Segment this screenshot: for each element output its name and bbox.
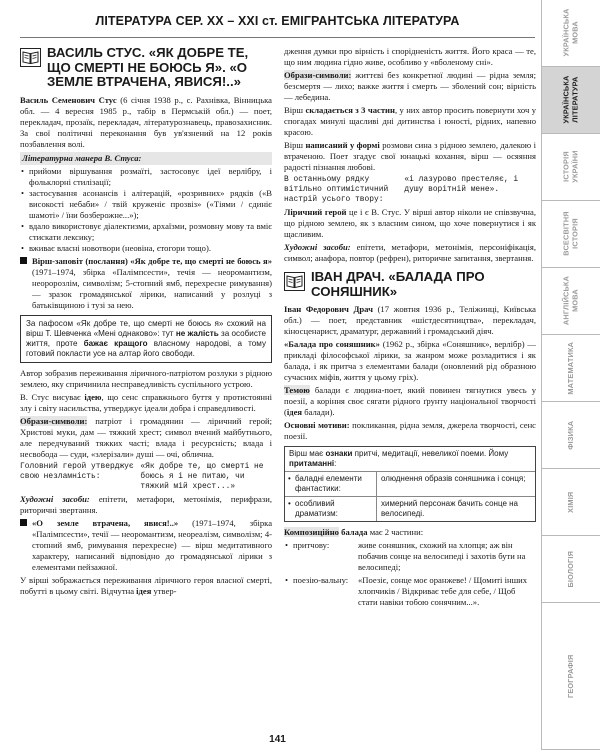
comparison-box: За пафосом «Як добре те, що смерті не боюсь я» схожий на вірш Т. Шевченка «Мені однаково»: тут не жалість за особисте життя, проте бажає кращого власному народові, а тому готовий покласти усе на алтар його свободи. [20,315,272,364]
sidebar-tab-ukr-language[interactable]: УКРАЇНСЬКА МОВА [542,0,600,67]
square-bullet-icon [20,257,27,264]
bio-paragraph: Іван Федорович Драч (17 жовтня 1936 р., Теліжинці, Київська обл.) — поет, представник «шістдесятництва», перекладач, кіносценарист, драматург, державний і громадський діяч. [284,304,536,336]
features-row: • баладні елементи фантастики: олюднення образів соняшника і сонця; [285,471,535,496]
manner-list [20,166,272,254]
ballad-paragraph: «Балада про соняшник» (1962 р., збірка «Соняшник», верлібр) — прикладі філософської лірики, за жанром може розладитися і як балада, і як притча з елементами балади (оновлений рід образною сучасних міфів, життя у цьому гріх). [284,339,537,382]
sidebar-tab-ukr-literature[interactable]: УКРАЇНСЬКА ЛІТЕРАТУРА [542,67,600,134]
right-column [284,46,536,608]
poem1-entry: Вірш-заповіт (послання) «Як добре те, що смерті не боюсь я» (1971–1974, збірка «Палімпсести», течія — неоромантизм, неоророзлім, символізм; 5-стопний ямб, перехресне римування) — зразок громадянської лірики, написаний у розлуці з батьківщиною і тузі за нею. [20,256,272,311]
header-rule [20,37,535,38]
theme-paragraph: Темою балади є людина-поет, який повинен тягнутися увесь у поезії, а коріння своє сягати рідного ґрунту національної творчості (ідея балади). [284,385,536,417]
square-bullet-icon [20,519,27,526]
list-item: • застосування асонансів і алітерацій, «розривних» рядків («В високості небаби» / твій круженіє прозвіз» («Тіями / сдиніє шамоті» / їни бозберожне...»); [20,188,272,221]
open-book-icon [20,48,41,67]
features-heading: Вірш має ознаки притчі, медитації, невеликої поеми. Йому притаманні: [289,449,509,468]
section-title-drach [284,270,536,299]
sidebar-tab-world-history[interactable]: ВСЕСВІТНЯ ІСТОРІЯ [542,201,600,268]
symbols-paragraph: Образи-символи: патріот і громадянин — ліричний герой; Христові муки, дам — тяжкий хрест; символ вчений майбутнього, але передчуваний тяжких часті; влада і ресурсність; влада і несвобода — суди, «злерізали» душі — очі, облична. [20,416,272,460]
poem2-entry: «О земле втрачена, явися!..» (1971–1974, збірка «Палімпсести», течії — неоромантизм, неореалізм, символізм; 4-стопний ямб, римування перехресне) — вірш медитативного характеру, написаний відповідно до громадянської лірики з елементами пейзажної. [20,518,272,573]
art-paragraph: Художні засоби: епітети, метафори, метонімія, перифрази, риторичні звертання. [20,494,272,516]
art-paragraph: Художні засоби: епітети, метафори, метонімія, персоніфікація, символ; анафора, повтор (рефрен), риторичне запитання, звертання. [284,242,536,263]
section-title-stus [20,46,272,90]
lyric-hero-paragraph: Ліричний герой це і є В. Стус. У вірші автор ніколи не співзвучна, що рідною землею, як з власним сином, що хоче повернутися і як щасливим. [284,207,536,239]
sidebar-tab-biology[interactable]: БІОЛОГІЯ [542,536,600,603]
bio-paragraph: Василь Семенович Стус (6 січня 1938 р., с. Рахнівка, Вінницька обл. — 4 вересня 1985 р., табір в Пермській обл.) — поет, перекладач, прозаїк, перекладач, літературознавець, правозахисник. За свої політичні переконання був ув'язнений на 12 років позбавлення волі. [20,94,272,149]
sidebar-tab-mathematics[interactable]: МАТЕМАТИКА [542,335,600,402]
sidebar-tab-history-ukraine[interactable]: ІСТОРІЯ УКРАЇНИ [542,134,600,201]
parts-paragraph: Вірш складається з 3 частин, у них автор просить повернути хоч у спогадах минулі щасливі дні дитинства і юності, рідних, напевно красою. [284,105,537,137]
section-heading: ВАСИЛЬ СТУС. «ЯК ДОБРЕ ТЕ, ЩО СМЕРТІ НЕ БОЮСЬ Я». «О ЗЕМЛЕ ВТРАЧЕНА, ЯВИСЯ!..» [47,45,249,89]
symbols-paragraph: Образи-символи: життєві без конкретної людині — рідна земля; безсмертя — лихо; важке життя і смерть — зболений сон; вірність — лебедина. [284,70,536,102]
motives-paragraph: Основні мотиви: покликання, рідна земля, джерела творчості, сенс поезії. [284,420,536,441]
idea-paragraph: В. Стус висуває ідею, що сенс справжнього буття у протистоянні злу і світу насильства, утверджує ідеали добра і справедливості. [20,392,272,414]
paragraph: Автор зобразив переживання ліричного-патріотом розлуки з рідною землею, яку спричинила несправедливість суспільного устрою. [20,368,272,390]
features-box [284,446,536,522]
left-column [20,46,272,599]
subject-sidebar [542,0,600,750]
final-quote: В останньому рядку вітільно оптимістичний настрій усього твору: «і лазурово престеляє, і душу ворітній мене». [284,175,519,204]
sidebar-tab-english[interactable]: АНГЛІЙСЬКА МОВА [542,268,600,335]
list-item: • вживає власні новотвори (неовіна, єтогори тощо). [20,243,272,254]
hero-quote: Головний герой утверджує свою незламність: «Як добре те, що смерті не боюсь я і не питаю, чи тяжкий мій хрест...» [20,462,264,492]
paragraph: дження думки про вірність і спорідненість життя. Його краса — те, що ним людина гідно живе, особливо у «вболеному сні». [284,46,536,67]
list-item: • прийоми віршування розмаїті, застосовує ідеї верлібру, і фольклорні стилізації; [20,166,272,188]
form-paragraph: Вірш написаний у формі розмови сина з рідною землею, далекою і втраченою. Поет згадує свої юнацькі кохання, вірш — осяяння радості пізнання любові. [284,140,536,172]
page-number: 141 [269,734,286,745]
running-header: ЛІТЕРАТУРА СЕР. XX – XXI ст. ЕМІГРАНТСЬКА ЛІТЕРАТУРА [95,14,460,28]
sidebar-tab-geography[interactable]: ГЕОГРАФІЯ [542,603,600,750]
composition-part: • притчову: живе соняшник, схожий на хлопця; аж він побачив сонце на велосипеді і захотів бути на велосипеді; [284,540,536,573]
section-heading: ІВАН ДРАЧ. «БАЛАДА ПРО СОНЯШНИК» [311,269,485,299]
composition-paragraph: Композиційно балада має 2 частини: [284,527,424,537]
open-book-icon [284,272,305,291]
features-row: • особливий драматизм: химерний персонаж бачить сонце на велосипеді. [285,496,535,521]
sidebar-tab-chemistry[interactable]: ХІМІЯ [542,469,600,536]
composition-part: • поезію-вальну: «Поезіє, сонце моє оранжеве! / Щомиті інших хлопчиків / Відкриває тебе для себе, / Щоб стати навіки тобою сонячним...». [284,575,536,608]
paragraph: У вірші зображається переживання ліричного героя власної смерті, побутті в цьому світі. Відчутна ідея утвер- [20,575,272,597]
list-item: • вдало використовує діалектизми, архаїзми, розмовну мову та вміє стискати лексику; [20,221,272,243]
manner-label: Літературна манера В. Стуса: [20,152,272,165]
sidebar-tab-physics[interactable]: ФІЗИКА [542,402,600,469]
